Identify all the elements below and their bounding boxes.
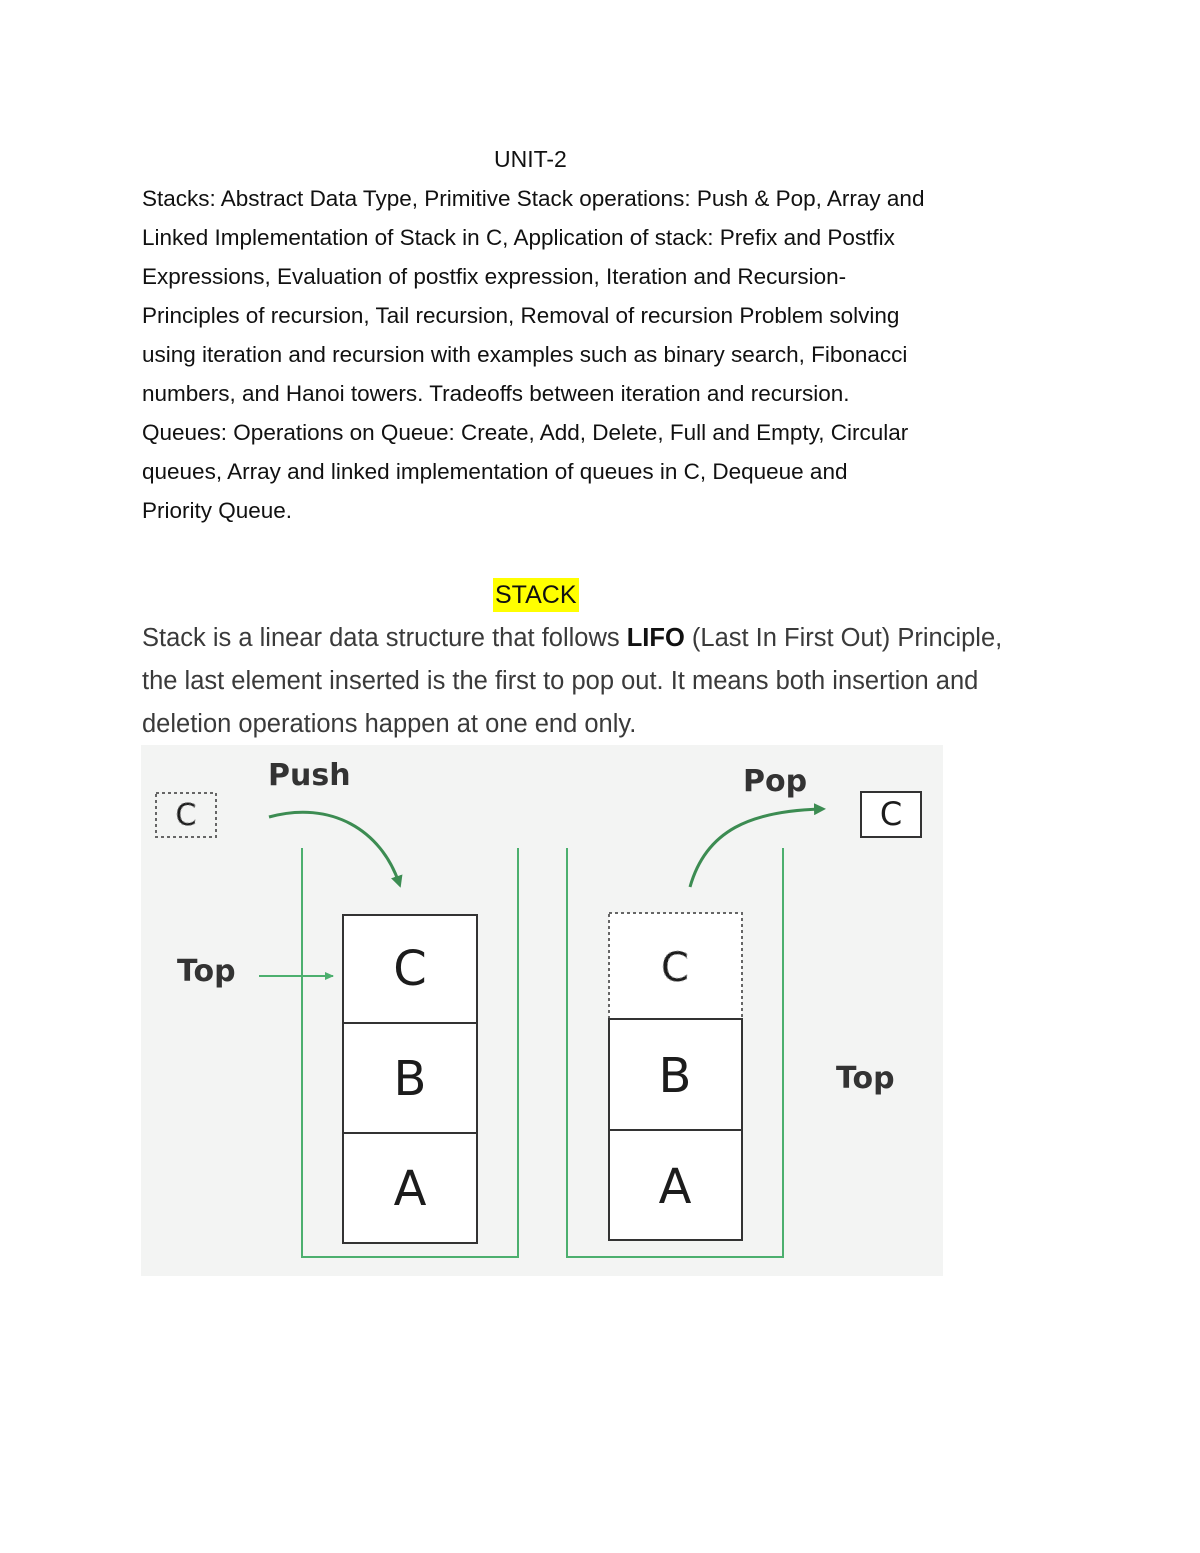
definition-line-2: the last element inserted is the first to pop out. It means both insertion and bbox=[142, 667, 979, 695]
push-stack-cell-label: A bbox=[393, 1161, 427, 1217]
push-label: Push bbox=[268, 758, 351, 793]
pop-stack bbox=[609, 913, 742, 1240]
definition-text: Stack is a linear data structure that follows bbox=[142, 624, 627, 652]
syllabus-line: Expressions, Evaluation of postfix expression, Iteration and Recursion- bbox=[142, 264, 847, 289]
pop-arrow bbox=[690, 809, 821, 887]
top-label-push: Top bbox=[177, 954, 236, 989]
incoming-element bbox=[156, 793, 216, 837]
lifo-term: LIFO bbox=[626, 624, 685, 652]
syllabus-line: queues, Array and linked implementation of queues in C, Dequeue and bbox=[142, 459, 848, 484]
push-stack-cell-label: C bbox=[393, 941, 427, 997]
push-stack bbox=[343, 915, 477, 1243]
syllabus-line: Priority Queue. bbox=[142, 498, 293, 523]
top-label-pop: Top bbox=[836, 1061, 895, 1096]
stack-heading: STACK bbox=[493, 578, 579, 612]
popped-element-label: C bbox=[879, 795, 903, 833]
definition-text: (Last In First Out) Principle, bbox=[684, 624, 1003, 652]
incoming-element-label: C bbox=[175, 798, 197, 833]
syllabus-paragraph bbox=[142, 179, 1092, 530]
stack-diagram-svg bbox=[141, 745, 943, 1276]
pop-stack-cell-label: B bbox=[658, 1048, 692, 1104]
syllabus-line: using iteration and recursion with examples such as binary search, Fibonacci bbox=[142, 342, 908, 367]
push-stack-cell-label: B bbox=[393, 1051, 427, 1107]
syllabus-line: Principles of recursion, Tail recursion, Removal of recursion Problem solving bbox=[142, 303, 900, 328]
push-arrow bbox=[269, 812, 399, 883]
definition-line-1 bbox=[142, 617, 1102, 660]
syllabus-line: Queues: Operations on Queue: Create, Add, Delete, Full and Empty, Circular bbox=[142, 420, 909, 445]
syllabus-line: Stacks: Abstract Data Type, Primitive Stack operations: Push & Pop, Array and bbox=[142, 186, 925, 211]
popped-element bbox=[861, 792, 921, 837]
pop-stack-cell-label: A bbox=[658, 1159, 692, 1215]
pop-stack-removed-label: C bbox=[661, 945, 689, 991]
pop-label: Pop bbox=[743, 764, 808, 799]
syllabus-line: numbers, and Hanoi towers. Tradeoffs between iteration and recursion. bbox=[142, 381, 850, 406]
stack-diagram bbox=[141, 745, 943, 1276]
stack-definition bbox=[142, 617, 1102, 746]
unit-title: UNIT-2 bbox=[494, 146, 567, 172]
definition-line-3: deletion operations happen at one end only. bbox=[142, 710, 637, 738]
syllabus-line: Linked Implementation of Stack in C, Application of stack: Prefix and Postfix bbox=[142, 225, 895, 250]
